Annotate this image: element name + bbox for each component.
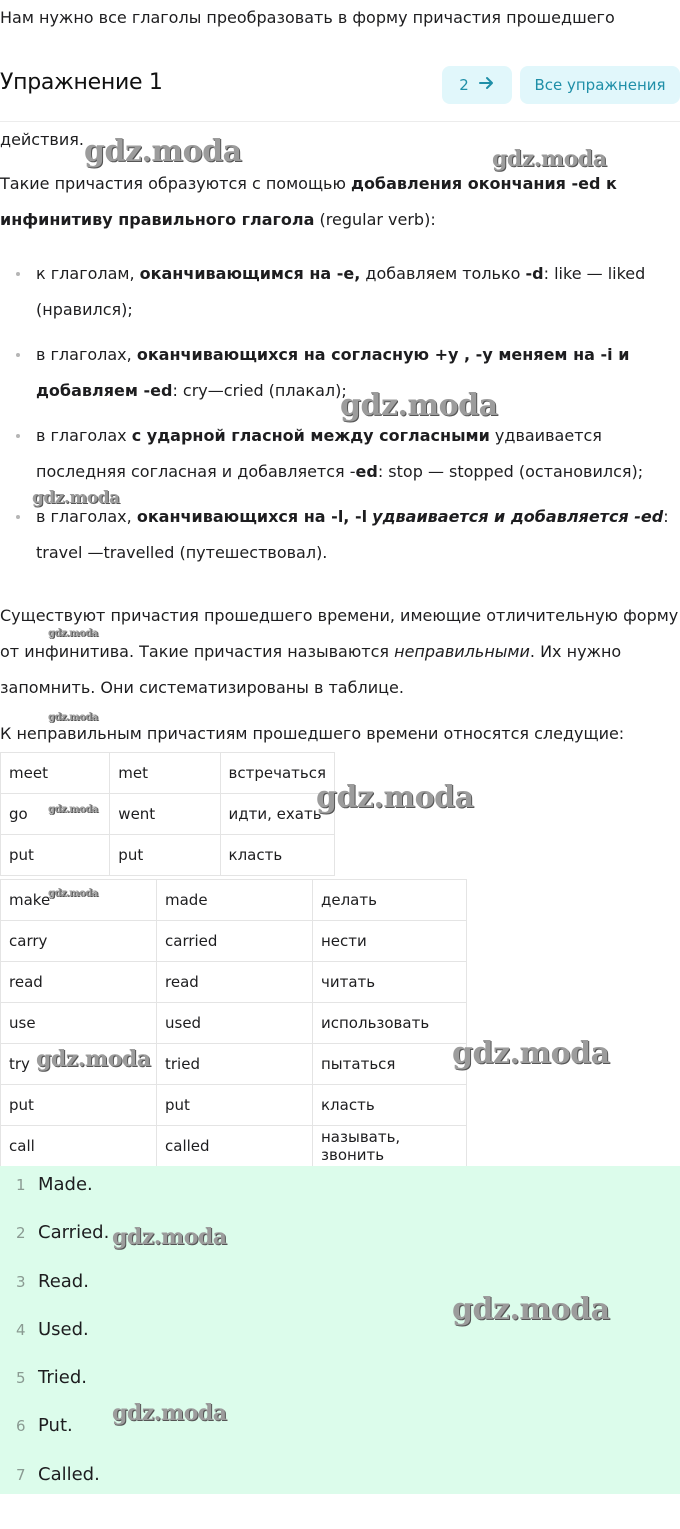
rule-text: удваивается последняя согласная и добавляется - — [36, 426, 602, 481]
answer-number: 1 — [16, 1176, 26, 1194]
paragraph-3 — [0, 598, 680, 706]
paragraph-2-text: Такие причастия образуются с помощью — [0, 174, 352, 193]
table-cell: met — [110, 753, 220, 794]
table-cell: put — [157, 1085, 313, 1126]
answers-block — [0, 1166, 680, 1494]
page-title: Упражнение 1 — [0, 70, 163, 95]
watermark-logo: gdz.moda — [340, 388, 498, 423]
rule-bold-italic: удваивается и добавляется -ed — [372, 507, 664, 526]
list-item — [36, 499, 680, 571]
paragraph-2 — [0, 166, 680, 238]
answer-number: 4 — [16, 1321, 26, 1339]
table-cell: go — [1, 794, 110, 835]
table-cell: read — [1, 962, 157, 1003]
list-item — [16, 1415, 73, 1436]
watermark-logo: gdz.moda — [48, 804, 98, 815]
next-exercise-label: 2 — [459, 76, 469, 94]
table-cell: used — [157, 1003, 313, 1044]
watermark-logo: gdz.moda — [48, 712, 98, 723]
answer-number: 2 — [16, 1224, 26, 1242]
table-cell: класть — [220, 835, 334, 876]
table-cell: make — [1, 880, 157, 921]
paragraph-2-bold: добавления окончания -ed к инфинитиву правильного глагола — [0, 174, 617, 229]
rule-bold: ed — [355, 462, 378, 481]
rule-text: : travel —travelled (путешествовал). — [36, 507, 669, 562]
table-cell: называть, звонить — [313, 1126, 467, 1167]
answer-text: Read. — [38, 1271, 89, 1292]
arrow-right-icon — [479, 76, 495, 94]
rule-text: к глаголам, — [36, 264, 140, 283]
answer-text: Made. — [38, 1174, 93, 1195]
watermark-logo: gdz.moda — [32, 488, 120, 508]
intro-text: Нам нужно все глаголы преобразовать в форму причастия прошедшего — [0, 8, 615, 27]
table-cell: called — [157, 1126, 313, 1167]
table-row — [1, 962, 467, 1003]
rule-bold: оканчивающихся на -l, -l — [136, 507, 368, 526]
table-cell: пытаться — [313, 1044, 467, 1085]
table-cell: класть — [313, 1085, 467, 1126]
answer-text: Tried. — [38, 1367, 87, 1388]
watermark-logo: gdz.moda — [84, 134, 242, 169]
rule-text: в глаголах, — [36, 507, 137, 526]
answer-text: Put. — [38, 1415, 73, 1436]
table-cell: использовать — [313, 1003, 467, 1044]
watermark-logo: gdz.moda — [48, 888, 98, 899]
rule-text: : stop — stopped (остановился); — [377, 462, 644, 481]
table-cell: идти, ехать — [220, 794, 334, 835]
list-item — [36, 418, 680, 490]
table-cell: читать — [313, 962, 467, 1003]
answer-text: Carried. — [38, 1222, 110, 1243]
table-row — [1, 921, 467, 962]
rule-bold: -d — [525, 264, 544, 283]
list-item — [16, 1174, 93, 1195]
table-row — [1, 1126, 467, 1167]
paragraph-1: действия. — [0, 130, 84, 149]
table-cell: встречаться — [220, 753, 334, 794]
answer-text: Used. — [38, 1319, 89, 1340]
table-row — [1, 1003, 467, 1044]
watermark-logo: gdz.moda — [48, 628, 98, 639]
table-cell: meet — [1, 753, 110, 794]
watermark-logo: gdz.moda — [112, 1224, 227, 1250]
rule-text: : like — liked (нравился); — [36, 264, 646, 319]
table-cell: put — [110, 835, 220, 876]
answer-number: 6 — [16, 1417, 26, 1435]
table-cell: went — [110, 794, 220, 835]
answer-number: 7 — [16, 1466, 26, 1484]
exercise-header — [0, 62, 680, 122]
list-item — [16, 1271, 89, 1292]
rule-bold: оканчивающихся на согласную +y , -y меняем на -i и добавляем -ed — [36, 345, 630, 400]
table-row — [1, 753, 335, 794]
rule-text: : cry—cried (плакал); — [172, 381, 347, 400]
answer-number: 5 — [16, 1369, 26, 1387]
paragraph-3-italic: неправильными — [394, 642, 530, 661]
paragraph-2-tail: (regular verb): — [314, 210, 436, 229]
rule-bold: с ударной гласной между согласными — [131, 426, 490, 445]
table-cell: call — [1, 1126, 157, 1167]
list-item — [16, 1464, 100, 1485]
rule-text: в глаголах, — [36, 345, 137, 364]
list-item — [16, 1319, 89, 1340]
table-cell: put — [1, 835, 110, 876]
table-cell: read — [157, 962, 313, 1003]
paragraph-4: К неправильным причастиям прошедшего времени относятся следущие: — [0, 724, 625, 743]
next-exercise-button[interactable] — [442, 66, 512, 104]
answer-number: 3 — [16, 1273, 26, 1291]
list-item — [36, 256, 680, 328]
all-exercises-button[interactable]: Все упражнения — [520, 66, 680, 104]
answer-text: Called. — [38, 1464, 100, 1485]
table-row — [1, 1085, 467, 1126]
list-item — [16, 1222, 109, 1243]
table-cell: carried — [157, 921, 313, 962]
verbs-table-2 — [0, 879, 467, 1167]
watermark-logo: gdz.moda — [452, 1036, 610, 1071]
table-cell: use — [1, 1003, 157, 1044]
table-cell: put — [1, 1085, 157, 1126]
table-row — [1, 880, 467, 921]
paragraph-3-text: Существуют причастия прошедшего времени, имеющие отличительную форму от инфинитива. Такие причастия называются — [0, 606, 679, 661]
table-cell: tried — [157, 1044, 313, 1085]
table-cell: made — [157, 880, 313, 921]
list-item — [16, 1367, 87, 1388]
watermark-logo: gdz.moda — [316, 780, 474, 815]
watermark-logo: gdz.moda — [492, 146, 607, 172]
paragraph-3-tail: . Их нужно запомнить. Они систематизированы в таблице. — [0, 642, 622, 697]
rule-text: добавляем только — [360, 264, 526, 283]
watermark-logo: gdz.moda — [36, 1046, 151, 1072]
watermark-logo: gdz.moda — [452, 1292, 610, 1327]
table-cell: делать — [313, 880, 467, 921]
table-cell: нести — [313, 921, 467, 962]
table-row — [1, 835, 335, 876]
table-cell: try — [1, 1044, 157, 1085]
rule-bold: оканчивающимся на -e, — [139, 264, 361, 283]
rule-text: в глаголах — [36, 426, 132, 445]
table-cell: carry — [1, 921, 157, 962]
watermark-logo: gdz.moda — [112, 1400, 227, 1426]
